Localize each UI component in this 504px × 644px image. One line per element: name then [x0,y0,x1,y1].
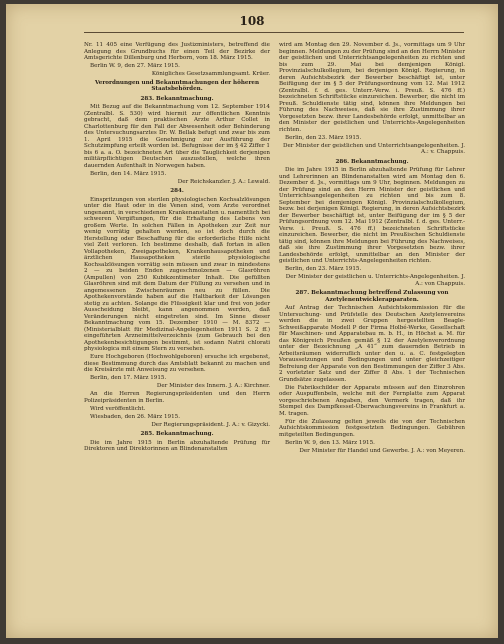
left-column-sec-3: Verordnungen und Bekanntmachungen der höheren Staatsbehörden. [94,79,260,92]
right-column-sig-2: Der Minister der geistlichen und Unterrichtsangelegenheiten. J. A.: v. Chappuis. [282,142,465,155]
left-column-p-15: Wiesbaden, den 26. März 1915. [90,413,181,420]
right-column-p-9: Die Fabrikschilder der Apparate müssen auf den Einzrohren oder Auspuffenbeln, welche mit der Fernplatte zum Apparat vorgeschriebenen Angaben, den Vermerk tragen, daß ihr Stempel des Dampfkessel-Überwachungsvereins in Frankfurt a. M. tragen. [279,384,465,417]
left-column-p-1: Berlin W. 9, den 27. März 1915. [90,63,180,69]
header-rule [84,32,464,33]
left-column-p-13: An die Herren Regierungspräsidenten und den Herrn Polizeipräsidenten in Berlin. [84,391,270,404]
right-column-head-7: 287. Bekanntmachung betreffend Zulassung von Azetylenentwicklerapparaten. [295,290,449,303]
left-column-sig-2: Königliches Gesetzsammlungsamt. Krüer. [151,71,270,77]
right-column-p-11: Berlin W. 9, den 13. März 1915. [285,439,375,446]
right-column-head-3: 286. Bekanntmachung. [335,158,409,165]
right-column-p-5: Berlin, den 23. März 1915. [285,266,362,272]
left-column-head-8: 284. [170,188,184,194]
page-number: 108 [239,14,265,28]
left-column [84,42,270,454]
right-column-p-4: Die im Jahre 1915 in Berlin abzuhaltende Prüfung für Lehrer und Lehrerinnen an Blindenanstalten wird am Montag den 6. Dezember d. Js., vormittags um 9 Uhr, beginnen. Meldungen zu der Prüfung sind an den Herrn Minister der geistlichen und Unterrichtsangelegenheiten zu richten und bis zum 8. September bei demjenigen Königl. Provinzialschulkollegium, bezw. bei derjenigen Königl. Regierung, in deren Aufsichtsbezirk der Bewerber beschäftigt ist, unter Beifügung der im § 5 der Prüfungsordnung vom 12. Mai 1912 (Zentralbl. f. d. ges. Unterr.-Verw. i. Preuß. S. 476 ff.) bezeichneten Schriftstücke einzureichen. Bewerber, die nicht im Preußischen Schuldienste tätig sind, können ihre Meldungen bei Führung des Nachweises, daß sie ihre Zustimmung ihrer Vorgesetzten bezw. ihrer Landesbehörde erfolgt, unmittelbar an den Minister der geistlichen und Unterrichts-Angelegenheiten richten. [279,167,465,264]
document-page [6,4,498,638]
right-column-p-1: Berlin, den 23. März 1915. [285,134,362,141]
left-column-head-4: 283. Bekanntmachung. [140,95,214,102]
right-column-p-10: Für die Zulassung gelten jeweils die von der Technischen Aufsichtskommission festgesetzten Bedingungen. Gebühren mitgeteilten Bedingungen. [279,418,465,438]
right-column-sig-6: Der Minister der geistlichen u. Unterrichts-Angelegenheiten. J. A.: von Chappuis. [285,274,465,287]
left-column-p-0: Nr. 11 405 eine Verfügung des Justizministers, betreffend die Anlegung des Grundbuchs für einen Teil der Bezirke der Amtsgerichte Dillenburg und Herborn, vom 18. März 1915. [84,42,270,61]
left-column-head-17: 285. Bekanntmachung. [140,431,214,437]
left-column-p-9: Einspritzungen von sterilen physiologischen Kochsalzlösungen unter die Haut oder in die Venen sind, vom Arzte verordnet ungenannt, in verschiedenen Krankenanstalten u. namentlich bei schweren Vergiftungen, für die Erhaltung des Lebens von großem Werte. In solchen Fällen in Apotheken zur Zeit nur wenig vorrätig gehalten werden, so ist doch durch die Herstellung oder Beschaffung für die erforderliche Hilfe nicht viel Zeit verloren. Ich bestimme deshalb, daß fortan in allen Vollapotheken, Zweigapotheken, Krankenhausapotheken und ärztlichen Hausapotheken sterile physiologische Kochsalzlösungen vorrätig sein müssen und zwar in mindestens 2 — zu beiden Enden zugeschmolzenen — Glasröhren (Ampullen) von 250 Kubikzentimeter Inhalt. Die gefüllten Glasröhren sind mit dem Datum der Füllung zu versehen und in angemessenen Zwischenräumen neu zu füllen. Die Apothekenvorstände haben auf die Haltbarkeit der Lösungen stetig zu achten. Solange die Flüssigkeit klar und frei von jeder Ausscheidung bleibt, kann angenommen werden, daß Veränderungen nicht eingetreten sind. Im Sinne dieser Bekanntmachung vom 15. Dezember 1910 — M. 8372 — (Ministerialblatt für Medizinal-Angelegenheiten 1911 S. 2 ff.) eingeführten Arzneimittelverzeichnis (zum Gebrauch bei den Apothekenbesichtigungen bestimmt, ist sodann Natrii chlorati physiologica mit einem Stern zu versehen. [84,196,270,352]
left-column-p-11: Berlin, den 17. März 1915. [90,375,167,381]
left-column-sig-7: Der Reichskanzler. J. A.: Lewald. [177,178,270,185]
right-column-p-0: wird am Montag den 29. November d. Js., vormittags um 9 Uhr beginnen. Meldungen zu der Prüfung sind an den Herrn Minister der geistlichen und Unterrichtsangelegenheiten zu richten und bis zum 29. Mai bei demjenigen Königl. Provinzialschulkollegium, bei derjenigen Königl. Regierung, in deren Aufsichtsbezirk der Bewerber beschäftigt ist, unter Beifügung der im § 5 der Prüfungsordnung vom 12. Mai 1912 (Zentralbl. f. d. ges. Unterr.-Verw. i. Preuß. S. 476 ff.) bezeichneten Schriftstücke einzureichen. Bewerber, die nicht im Preuß. Schuldienste tätig sind, können ihre Meldungen bei Führung des Nachweises, daß sie ihre Zustimmung ihrer Vorgesetzten bezw. ihrer Landesbehörde erfolgt, unmittelbar an den Minister der geistlichen und Unterrichts-Angelegenheiten richten. [279,42,465,133]
left-column-p-14: Wird veröffentlicht. [90,405,146,412]
left-column-p-10: Eure Hochgeboren (Hochwohlgeboren) ersuche ich ergebenst, diese Bestimmung durch das Amtsblatt bekannt zu machen und die Kreisärzte mit Anweisung zu versehen. [84,354,270,373]
right-column [279,42,465,456]
left-column-p-18: Die im Jahre 1915 in Berlin abzuhaltende Prüfung für Direktoren und Direktorinnen an Blindenanstalten [84,439,270,452]
left-column-sig-16: Der Regierungspräsident. J. A.: v. Gizycki. [151,421,270,428]
left-column-p-6: Berlin, den 14. März 1915. [90,170,167,177]
left-column-p-5: Mit Bezug auf die Bekanntmachung vom 12. September 1914 (Zentralbl. S. 530) wird hiermit zur öffentlichen Kenntnis gebracht, daß dem praktischen Arzte Arthur Collet in Charlottenburg für den Fall der Abwesenheit oder Behinderung des Untersuchungsarztes Dr. W. Bellak befugt und zwar bis zum 1. April 1915 die Genehmigung zur Ausführung der Schutzimpfung erteilt worden ist. Befugnisse der im § 42 Ziffer 1 bis 6 a. a. O. bezeichneten Art über die Tauglichkeit derjenigen militärpflichtigen Deutschen auszustellen, welche ihren dauernden Aufenthalt in Norwegen haben. [84,104,270,169]
left-column-sig-12: Der Minister des Innern. J. A.: Kirchner. [156,383,270,389]
right-column-p-8: Auf Antrag der Technischen Aufsichtskommission für die Untersuchung- und Prüfstelle des Deutschen Azetylenvereins werden die in zwei Gruppen hergestellten Beagle-Schweißapparate Modell P der Firma Holbé-Werke, Gesellschaft für Maschinen- und Apparatebau m. b. H., in Höchst a. M. für das Königreich Preußen gemäß § 12 der Azetylenverordnung unter der Bezeichnung „A 41“ zum dauernden Betrieb in Arbeitsräumen widerruflich unter den u. a. C. festgelegten Voraussetzungen und Bedingungen und unter gleichzeitiger Befreiung der Apparate von den Bestimmungen der Ziffer 3 Abs. 2 vorletzter Satz und der Ziffer 8 Abs. 1 der Technischen Grundsätze zugelassen. [279,305,465,383]
right-column-sig-12: Der Minister für Handel und Gewerbe. J. A.: von Meyeren. [299,447,465,454]
